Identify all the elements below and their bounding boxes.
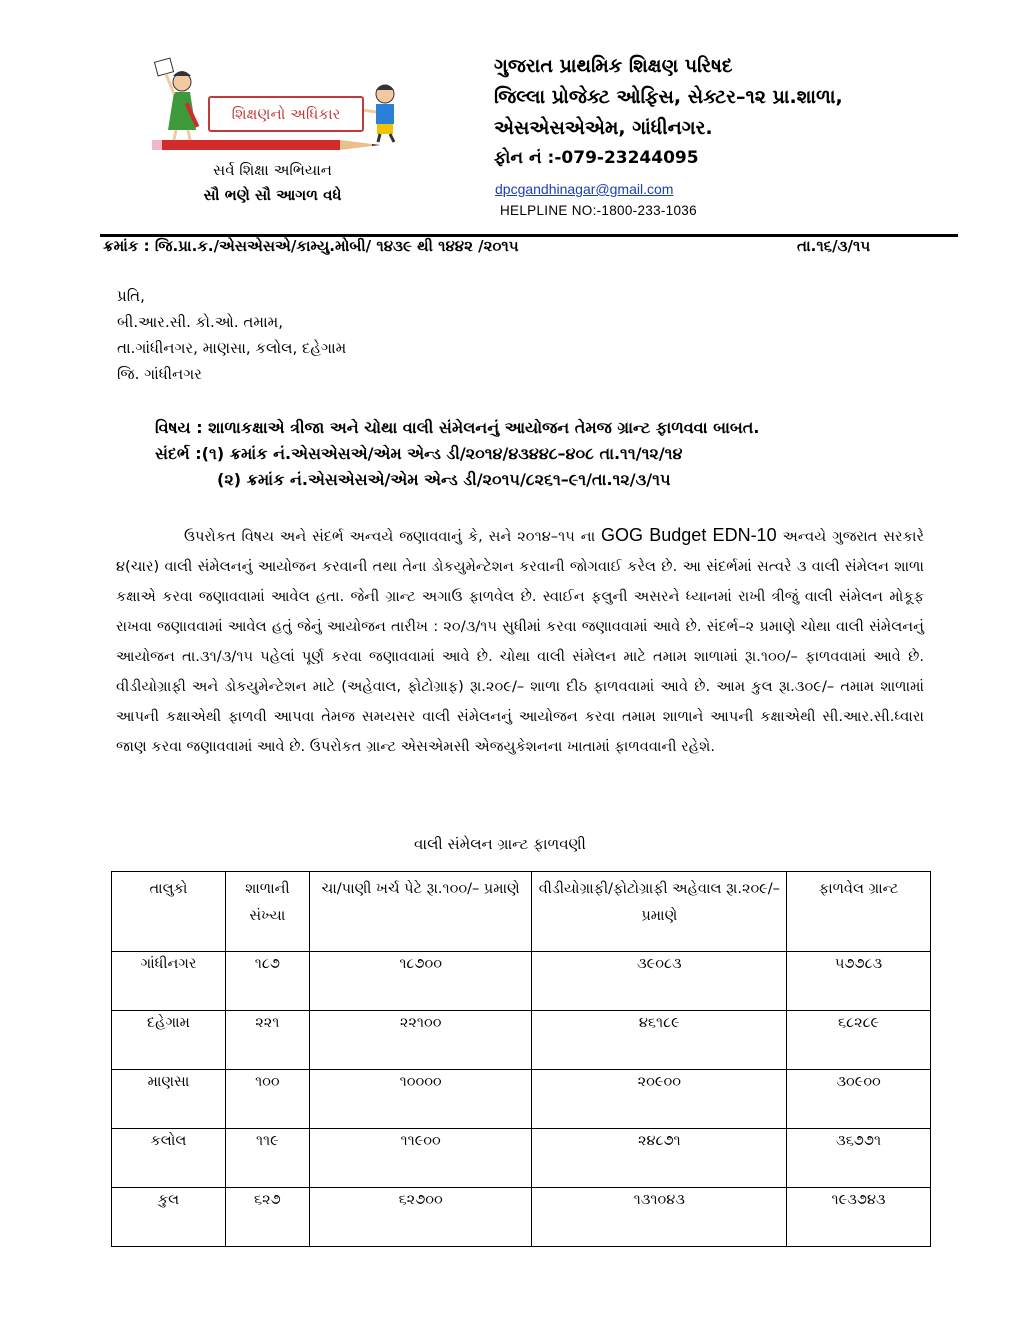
table-cell: ૬૨૭ <box>225 1188 309 1247</box>
column-header: તાલુકો <box>112 872 226 952</box>
email-link[interactable]: dpcgandhinagar@gmail.com <box>495 181 674 197</box>
logo <box>130 52 430 222</box>
body-paragraph <box>116 520 924 762</box>
table-cell: કુલ <box>112 1188 226 1247</box>
grant-table <box>111 871 931 1247</box>
reference-2: (૨) ક્રમાંક નં.એસએસએ/એમ એન્ડ ડી/૨૦૧૫/૮૨૬૧–૯૧/તા.૧૨/૩/૧૫ <box>217 470 671 489</box>
table-cell: ૪૬૧૮૯ <box>532 1011 787 1070</box>
table-cell: કલોલ <box>112 1129 226 1188</box>
table-cell: ૨૪૮૭૧ <box>532 1129 787 1188</box>
table-cell: ૬૮૨૮૯ <box>787 1011 931 1070</box>
table-cell: ૧૮૭ <box>225 952 309 1011</box>
table-cell: ૩૬૭૭૧ <box>787 1129 931 1188</box>
org-phone: ફોન નં :-079-23244095 <box>494 148 699 168</box>
table-cell: ૧૧૯ <box>225 1129 309 1188</box>
table-cell: ૨૦૯૦૦ <box>532 1070 787 1129</box>
address-line-3: તા.ગાંધીનગર, માણસા, કલોલ, દહેગામ <box>117 339 347 357</box>
table-cell: ૩૯૦૮૩ <box>532 952 787 1011</box>
budget-code: GOG Budget EDN-10 <box>601 525 777 545</box>
table-cell: ૬૨૭૦૦ <box>309 1188 532 1247</box>
body-text: અન્વયે ગુજરાત સરકારે ૪(ચાર) વાલી સંમેલનનું આયોજન કરવાની તથા તેના ડોકયુમેન્ટેશન કરવાની જોગવાઈ કરેલ છે. આ સંદર્ભમાં સત્વરે ૩ વાલી સંમેલન શાળા કક્ષાએ કરવા જણાવવામાં આવેલ હતા. જેની ગ્રાન્ટ અગાઉ ફાળવેલ છે. સ્વાઈન ફલુની અસરને ધ્યાનમાં રાખી ત્રીજું વાલી સંમેલન મોકૂફ રાખવા જણાવવામાં આવેલ હતું જેનું આયોજન તારીખ : ૨૦/૩/૧૫ સુધીમાં કરવા જણાવવામાં આવે છે. સંદર્ભ–૨ પ્રમાણે ચોથા વાલી સંમેલનનું આયોજન તા.૩૧/૩/૧૫ પહેલાં પૂર્ણ કરવા જણાવવામાં આવે છે. ચોથા વાલી સંમેલન માટે તમામ શાળામાં રૂા.૧૦૦/– ફાળવવામાં આવે છે. વીડીયોગ્રાફી અને ડોકયુમેન્ટેશન માટે (અહેવાલ, ફોટોગ્રાફ) રૂા.૨૦૯/– શાળા દીઠ ફાળવવામાં આવે છે. આમ કુલ રૂા.૩૦૯/– તમામ શાળામાં આપની કક્ષાએથી ફાળવી આપવા તેમજ સમયસર વાલી સંમેલનનું આયોજન કરવા તમામ શાળાને આપની કક્ષાએથી સી.આર.સી.ધ્વારા જાણ કરવા જણાવવામાં આવે છે. ઉપરોકત ગ્રાન્ટ એસએમસી એજયુકેશનના ખાતામાં ફાળવવાની રહેશે. <box>116 528 925 755</box>
column-header: ચા/પાણી ખર્ચ પેટે રૂા.૧૦૦/– પ્રમાણે <box>309 872 532 952</box>
column-header: ફાળવેલ ગ્રાન્ટ <box>787 872 931 952</box>
reference-date: તા.૧૬/૩/૧૫ <box>797 237 871 255</box>
reference-1: સંદર્ભ :(૧) ક્રમાંક નં.એસએસએ/એમ એન્ડ ડી/૨૦૧૪/૪૩૪૪૮–૪૦૮ તા.૧૧/૧૨/૧૪ <box>155 444 683 463</box>
table-cell: ૩૦૯૦૦ <box>787 1070 931 1129</box>
table-cell: દહેગામ <box>112 1011 226 1070</box>
logo-badge-text: શિક્ષણનો અધિકાર <box>231 105 341 123</box>
subject-line: વિષય : શાળાકક્ષાએ ત્રીજા અને ચોથા વાલી સંમેલનનું આયોજન તેમજ ગ્રાન્ટ ફાળવવા બાબત. <box>155 418 760 437</box>
table-row <box>112 1129 931 1188</box>
table-cell: ૨૨૧ <box>225 1011 309 1070</box>
table-row <box>112 952 931 1011</box>
table-cell: ગાંધીનગર <box>112 952 226 1011</box>
table-cell: માણસા <box>112 1070 226 1129</box>
table-total-row <box>112 1188 931 1247</box>
column-header: વીડીયોગ્રાફી/ફોટોગ્રાફી અહેવાલ રૂા.૨૦૯/– પ્રમાણે <box>532 872 787 952</box>
address-line-2: બી.આર.સી. કો.ઓ. તમામ, <box>117 313 283 331</box>
address-line-1: પ્રતિ, <box>117 287 145 305</box>
table-cell: ૧૩૧૦૪૩ <box>532 1188 787 1247</box>
org-location: એસએસએએમ, ગાંધીનગર. <box>494 117 713 139</box>
table-row <box>112 1070 931 1129</box>
address-line-4: જિ. ગાંધીનગર <box>117 365 202 383</box>
table-cell: ૫૭૭૮૩ <box>787 952 931 1011</box>
logo-line-2: સૌ ભણે સૌ આગળ વધે <box>203 186 342 204</box>
table-cell: ૨૨૧૦૦ <box>309 1011 532 1070</box>
table-cell: ૧૧૯૦૦ <box>309 1129 532 1188</box>
body-intro: ઉપરોકત વિષય અને સંદર્ભ અન્વયે જણાવવાનું કે, સને ૨૦૧૪–૧૫ ના <box>184 528 602 545</box>
logo-badge <box>208 96 364 132</box>
org-name: ગુજરાત પ્રાથમિક શિક્ષણ પરિષદ <box>494 55 733 77</box>
helpline: HELPLINE NO:-1800-233-1036 <box>500 203 697 218</box>
table-cell: ૧૯૩૭૪૩ <box>787 1188 931 1247</box>
table-row <box>112 1011 931 1070</box>
table-cell: ૧૦૦૦૦ <box>309 1070 532 1129</box>
table-header-row <box>112 872 931 952</box>
logo-line-1: સર્વ શિક્ષા અભિયાન <box>213 161 332 179</box>
reference-number: ક્રમાંક : જિ.પ્રા.ક./એસએસએ/કામ્યુ.મોબી/ ૧૪૩૯ થી ૧૪૪૨ /૨૦૧૫ <box>103 237 519 255</box>
table-title: વાલી સંમેલન ગ્રાન્ટ ફાળવણી <box>414 835 586 853</box>
org-office: જિલ્લા પ્રોજેક્ટ ઓફિસ, સેક્ટર–૧૨ પ્રા.શાળા, <box>494 86 843 108</box>
table-cell: ૧૮૭૦૦ <box>309 952 532 1011</box>
table-cell: ૧૦૦ <box>225 1070 309 1129</box>
column-header: શાળાની સંખ્યા <box>225 872 309 952</box>
